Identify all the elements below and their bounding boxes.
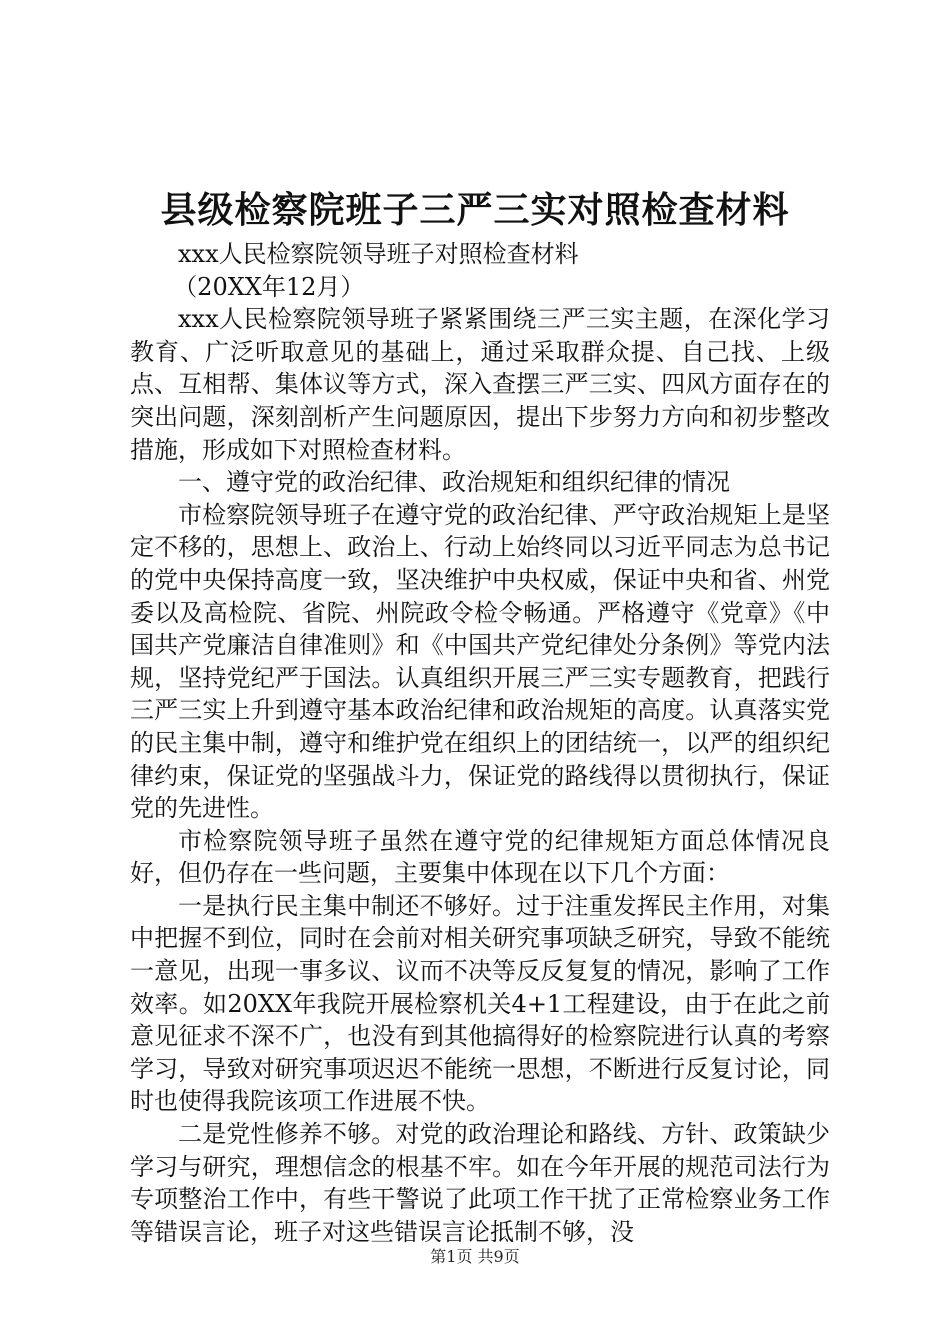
document-date: （20XX年12月）	[173, 272, 365, 301]
document-subtitle: xxx人民检察院领导班子对照检查材料	[178, 240, 579, 268]
document-title: 县级检察院班子三严三实对照检查材料	[160, 189, 790, 231]
section-heading: 一、遵守党的政治纪律、政治规矩和组织纪律的情况	[178, 468, 730, 497]
paragraph: 一是执行民主集中制还不够好。过于注重发挥民主作用，对集中把握不到位，同时在会前对相关研究事项缺乏研究，导致不能统一意见，出现一事多议、议而不决等反反复复的情况，影响了工作效率。如20XX年我院开展检察机关4+1工程建设，由于在此之前意见征求不深不广，也没有到其他搞得好的检察院进行认真的考察学习，导致对研究事项迟迟不能统一思想，不断进行反复讨论，同时也使得我院该项工作进展不快。	[130, 891, 830, 1116]
paragraph-intro: xxx人民检察院领导班子紧紧围绕三严三实主题，在深化学习教育、广泛听取意见的基础上，通过采取群众提、自己找、上级点、互相帮、集体议等方式，深入查摆三严三实、四风方面存在的突出问题，深刻剖析产生问题原因，提出下步努力方向和初步整改措施，形成如下对照检查材料。	[130, 305, 830, 464]
document-body	[130, 238, 830, 1248]
page-indicator: 第1页 共9页	[430, 1247, 520, 1266]
paragraph: 市检察院领导班子在遵守党的政治纪律、严守政治规矩上是坚定不移的，思想上、政治上、行动上始终同以习近平同志为总书记的党中央保持高度一致，坚决维护中央权威，保证中央和省、州党委以及高检院、省院、州院政令检令畅通。严格遵守《党章》《中国共产党廉洁自律准则》和《中国共产党纪律处分条例》等党内法规，坚持党纪严于国法。认真组织开展三严三实专题教育，把践行三严三实上升到遵守基本政治纪律和政治规矩的高度。认真落实党的民主集中制，遵守和维护党在组织上的团结统一，以严的组织纪律约束，保证党的坚强战斗力，保证党的路线得以贯彻执行，保证党的先进性。	[130, 500, 830, 823]
paragraph: 市检察院领导班子虽然在遵守党的纪律规矩方面总体情况良好，但仍存在一些问题，主要集中体现在以下几个方面：	[130, 826, 830, 888]
paragraph: 二是党性修养不够。对党的政治理论和路线、方针、政策缺少学习与研究，理想信念的根基不牢。如在今年开展的规范司法行为专项整治工作中，有些干警说了此项工作干扰了正常检察业务工作等错误言论，班子对这些错误言论抵制不够，没	[130, 1120, 830, 1246]
